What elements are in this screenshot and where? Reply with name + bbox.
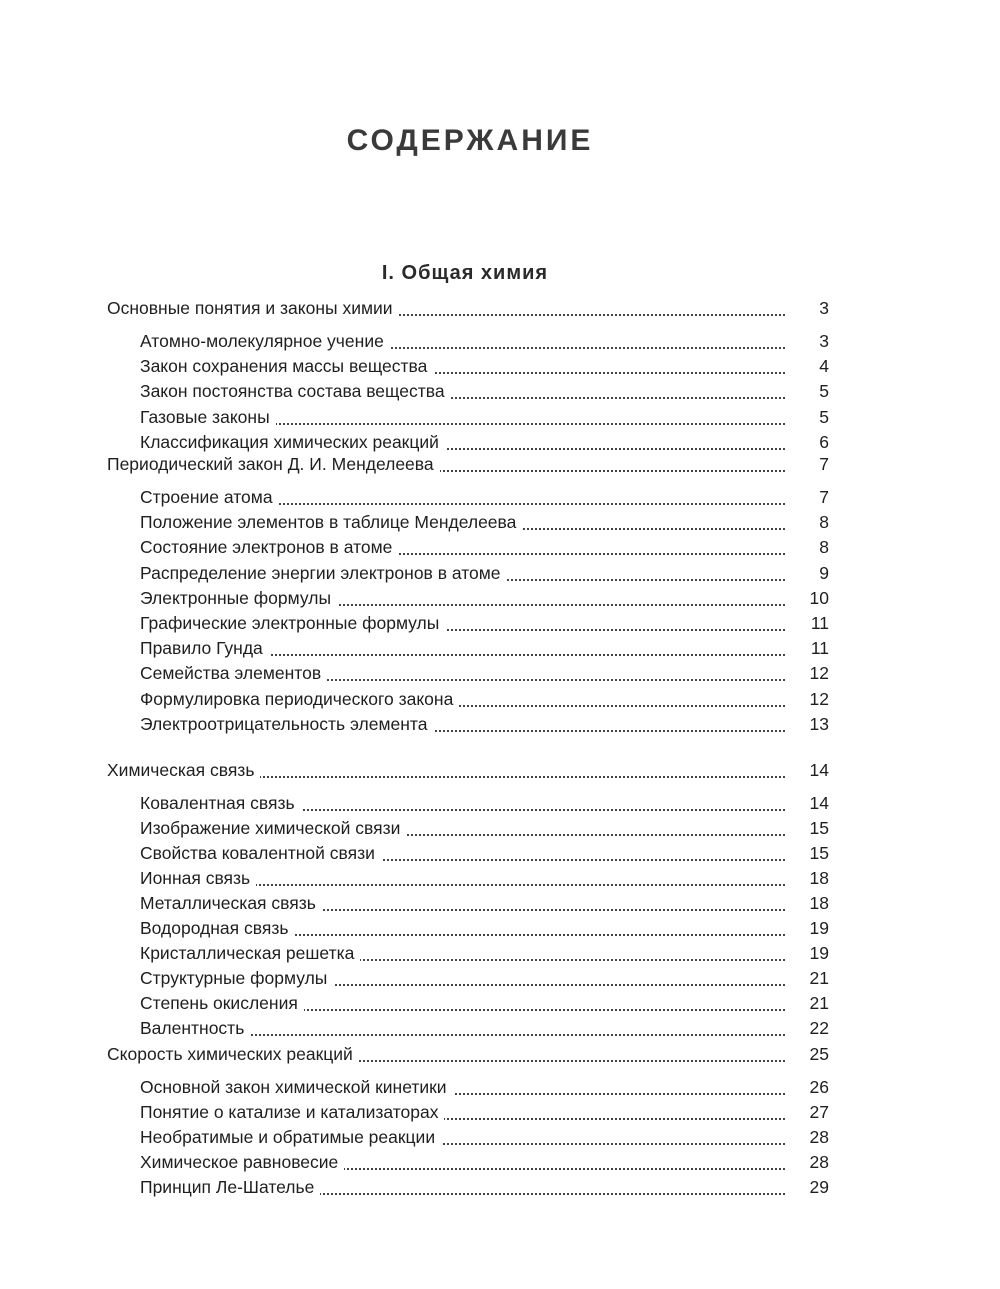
- page-number: 9: [785, 561, 829, 585]
- toc-chapter[interactable]: [0, 1042, 1000, 1066]
- entry-label: Атомно-молекулярное учение: [140, 329, 390, 353]
- page-number: 11: [785, 611, 829, 635]
- entry-label: Основные понятия и законы химии: [107, 296, 399, 320]
- page-number: 3: [785, 296, 829, 320]
- toc-item[interactable]: [0, 712, 1000, 736]
- toc-item[interactable]: [0, 1125, 1000, 1149]
- page-number: 7: [785, 452, 829, 476]
- toc-item[interactable]: [0, 791, 1000, 815]
- toc-item[interactable]: [0, 329, 1000, 353]
- entry-label: Строение атома: [140, 485, 279, 509]
- page-number: 5: [785, 379, 829, 403]
- toc-item[interactable]: [0, 611, 1000, 635]
- entry-label: Положение элементов в таблице Менделеева: [140, 510, 522, 534]
- toc-item[interactable]: [0, 687, 1000, 711]
- toc-item[interactable]: [0, 535, 1000, 559]
- entry-label: Закон постоянства состава вещества: [140, 379, 451, 403]
- toc-item[interactable]: [0, 1175, 1000, 1199]
- page-number: 22: [785, 1016, 829, 1040]
- page-number: 15: [785, 816, 829, 840]
- entry-label: Валентность: [140, 1016, 250, 1040]
- toc-item[interactable]: [0, 510, 1000, 534]
- entry-label: Ковалентная связь: [140, 791, 301, 815]
- page-number: 27: [785, 1100, 829, 1124]
- page-number: 3: [785, 329, 829, 353]
- entry-label: Металлическая связь: [140, 891, 322, 915]
- entry-label: Степень окисления: [140, 991, 304, 1015]
- toc-item[interactable]: [0, 561, 1000, 585]
- toc-item[interactable]: [0, 891, 1000, 915]
- entry-label: Водородная связь: [140, 916, 294, 940]
- toc-chapter[interactable]: [0, 296, 1000, 320]
- entry-label: Электронные формулы: [140, 586, 337, 610]
- page-number: 28: [785, 1125, 829, 1149]
- toc-item[interactable]: [0, 379, 1000, 403]
- toc-item[interactable]: [0, 661, 1000, 685]
- page-number: 5: [785, 405, 829, 429]
- entry-label: Правило Гунда: [140, 636, 269, 660]
- toc-item[interactable]: [0, 1100, 1000, 1124]
- page-title: СОДЕРЖАНИЕ: [346, 124, 594, 157]
- entry-label: Классификация химических реакций: [140, 430, 445, 454]
- page-number: 29: [785, 1175, 829, 1199]
- entry-label: Семейства элементов: [140, 661, 327, 685]
- page-number: 19: [785, 941, 829, 965]
- page-number: 12: [785, 661, 829, 685]
- toc-chapter[interactable]: [0, 452, 1000, 476]
- entry-label: Ионная связь: [140, 866, 256, 890]
- entry-label: Химическое равновесие: [140, 1150, 344, 1174]
- page-number: 4: [785, 354, 829, 378]
- entry-label: Газовые законы: [140, 405, 276, 429]
- entry-label: Скорость химических реакций: [107, 1042, 359, 1066]
- page-number: 11: [785, 636, 829, 660]
- toc-item[interactable]: [0, 636, 1000, 660]
- toc-chapter[interactable]: [0, 758, 1000, 782]
- page-number: 18: [785, 866, 829, 890]
- page-number: 7: [785, 485, 829, 509]
- toc-item[interactable]: [0, 841, 1000, 865]
- page-number: 19: [785, 916, 829, 940]
- toc-item[interactable]: [0, 866, 1000, 890]
- entry-label: Формулировка периодического закона: [140, 687, 459, 711]
- page-number: 14: [785, 758, 829, 782]
- toc-item[interactable]: [0, 1075, 1000, 1099]
- toc-item[interactable]: [0, 485, 1000, 509]
- page-number: 25: [785, 1042, 829, 1066]
- toc-item[interactable]: [0, 941, 1000, 965]
- toc-item[interactable]: [0, 816, 1000, 840]
- page-number: 26: [785, 1075, 829, 1099]
- entry-label: Периодический закон Д. И. Менделеева: [107, 452, 440, 476]
- entry-label: Структурные формулы: [140, 966, 333, 990]
- page-number: 12: [785, 687, 829, 711]
- entry-label: Распределение энергии электронов в атоме: [140, 561, 507, 585]
- toc-item[interactable]: [0, 916, 1000, 940]
- page-number: 6: [785, 430, 829, 454]
- page-number: 10: [785, 586, 829, 610]
- toc-item[interactable]: [0, 966, 1000, 990]
- entry-label: Состояние электронов в атоме: [140, 535, 398, 559]
- entry-label: Понятие о катализе и катализаторах: [140, 1100, 444, 1124]
- entry-label: Принцип Ле-Шателье: [140, 1175, 320, 1199]
- entry-label: Графические электронные формулы: [140, 611, 445, 635]
- page-number: 28: [785, 1150, 829, 1174]
- page-number: 8: [785, 510, 829, 534]
- page-number: 21: [785, 991, 829, 1015]
- page-number: 14: [785, 791, 829, 815]
- page-number: 21: [785, 966, 829, 990]
- toc-item[interactable]: [0, 405, 1000, 429]
- page-number: 8: [785, 535, 829, 559]
- toc-item[interactable]: [0, 354, 1000, 378]
- page-number: 13: [785, 712, 829, 736]
- entry-label: Основной закон химической кинетики: [140, 1075, 453, 1099]
- entry-label: Закон сохранения массы вещества: [140, 354, 433, 378]
- toc-item[interactable]: [0, 586, 1000, 610]
- entry-label: Необратимые и обратимые реакции: [140, 1125, 441, 1149]
- page-number: 18: [785, 891, 829, 915]
- section-title: I. Общая химия: [381, 262, 549, 284]
- entry-label: Электроотрицательность элемента: [140, 712, 433, 736]
- entry-label: Кристаллическая решетка: [140, 941, 360, 965]
- toc-item[interactable]: [0, 991, 1000, 1015]
- entry-label: Химическая связь: [107, 758, 260, 782]
- toc-item[interactable]: [0, 1016, 1000, 1040]
- entry-label: Изображение химической связи: [140, 816, 406, 840]
- page-number: 15: [785, 841, 829, 865]
- toc-item[interactable]: [0, 430, 1000, 454]
- toc-item[interactable]: [0, 1150, 1000, 1174]
- entry-label: Свойства ковалентной связи: [140, 841, 381, 865]
